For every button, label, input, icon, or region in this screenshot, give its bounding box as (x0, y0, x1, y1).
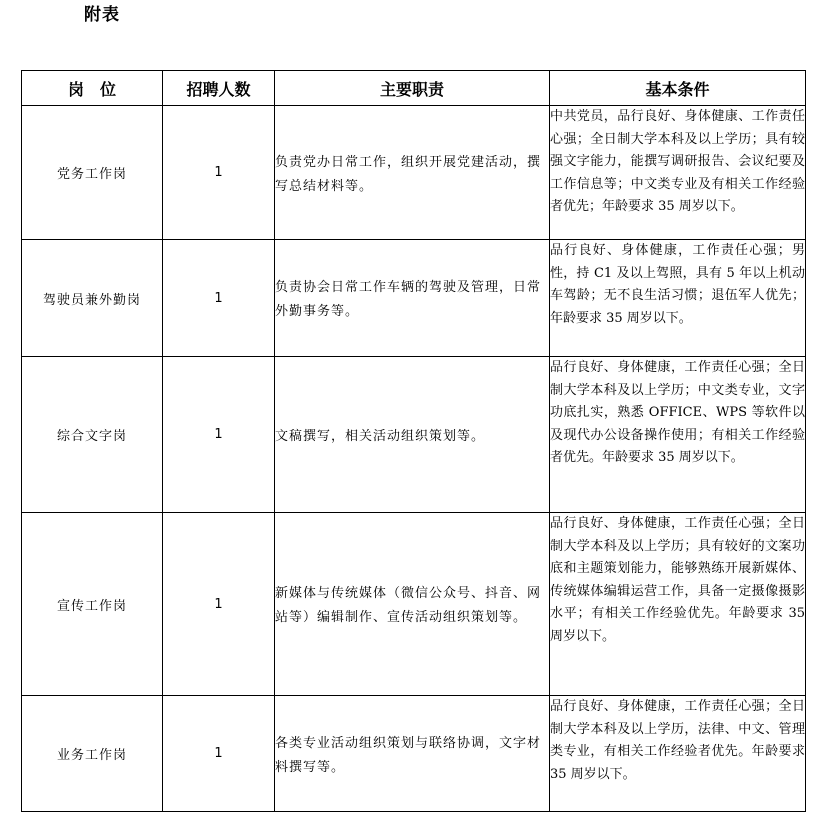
requirement-cell: 品行良好、身体健康，工作责任心强；全日制大学本科及以上学历；具有较好的文案功底和主题策划能力，能够熟练开展新媒体、传统媒体编辑运营工作，具备一定摄像摄影水平；有相关工作经验优先。年龄要求 35 周岁以下。 (550, 513, 806, 696)
recruitment-table (21, 70, 806, 812)
requirement-cell: 品行良好、身体健康，工作责任心强；全日制大学本科及以上学历；中文类专业，文字功底扎实，熟悉 OFFICE、WPS 等软件以及现代办公设备操作使用；有相关工作经验者优先。年龄要求 35 周岁以下。 (550, 357, 806, 513)
document-heading: 附表 (84, 5, 120, 25)
header-duty: 主要职责 (275, 71, 550, 106)
post-cell: 宣传工作岗 (22, 513, 163, 696)
count-cell: 1 (163, 240, 275, 357)
header-post: 岗 位 (22, 71, 163, 106)
count-cell: 1 (163, 106, 275, 240)
header-count: 招聘人数 (163, 71, 275, 106)
post-cell: 党务工作岗 (22, 106, 163, 240)
table-row (22, 106, 806, 240)
requirement-cell: 品行良好、身体健康，工作责任心强；全日制大学本科及以上学历，法律、中文、管理类专业，有相关工作经验者优先。年龄要求 35 周岁以下。 (550, 696, 806, 812)
count-cell: 1 (163, 696, 275, 812)
count-cell: 1 (163, 513, 275, 696)
table-row (22, 513, 806, 696)
duty-text: 各类专业活动组织策划与联络协调，文字材料撰写等。 (275, 735, 542, 775)
post-cell: 业务工作岗 (22, 696, 163, 812)
duty-text: 负责党办日常工作，组织开展党建活动，撰写总结材料等。 (275, 154, 542, 194)
duty-text: 文稿撰写，相关活动组织策划等。 (275, 428, 486, 444)
count-cell: 1 (163, 357, 275, 513)
duty-cell (275, 357, 550, 513)
duty-cell (275, 513, 550, 696)
duty-cell (275, 106, 550, 240)
requirement-cell: 品行良好、身体健康，工作责任心强；男性，持 C1 及以上驾照，具有 5 年以上机动车驾龄；无不良生活习惯；退伍军人优先；年龄要求 35 周岁以下。 (550, 240, 806, 357)
post-cell: 综合文字岗 (22, 357, 163, 513)
table-row (22, 696, 806, 812)
duty-cell (275, 240, 550, 357)
header-requirement: 基本条件 (550, 71, 806, 106)
duty-cell (275, 696, 550, 812)
table-header-row (22, 71, 806, 106)
requirement-cell: 中共党员，品行良好、身体健康、工作责任心强；全日制大学本科及以上学历；具有较强文字能力，能撰写调研报告、会议纪要及工作信息等；中文类专业及有相关工作经验者优先；年龄要求 35 周岁以下。 (550, 106, 806, 240)
duty-text: 新媒体与传统媒体（微信公众号、抖音、网站等）编辑制作、宣传活动组织策划等。 (275, 586, 542, 625)
table-row (22, 357, 806, 513)
table-row (22, 240, 806, 357)
duty-text: 负责协会日常工作车辆的驾驶及管理，日常外勤事务等。 (275, 280, 542, 319)
post-cell: 驾驶员兼外勤岗 (22, 240, 163, 357)
